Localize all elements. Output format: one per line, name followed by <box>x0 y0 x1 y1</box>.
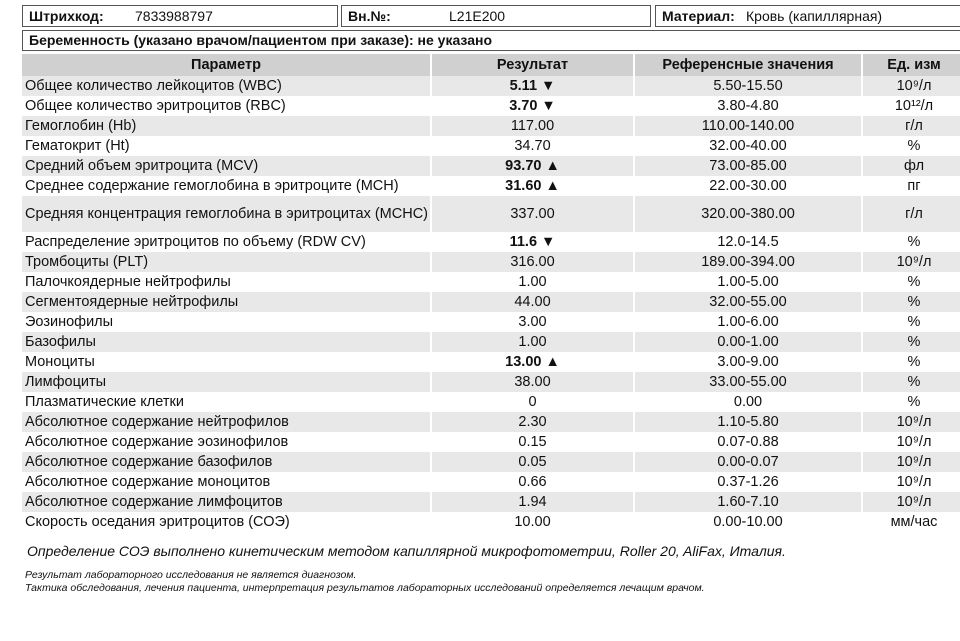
table-row <box>22 292 960 312</box>
parameter-cell: Распределение эритроцитов по объему (RDW CV) <box>22 232 432 252</box>
parameter-cell: Средняя концентрация гемоглобина в эритроцитах (MCHC) <box>22 196 432 232</box>
table-row <box>22 272 960 292</box>
esr-method-note: Определение СОЭ выполнено кинетическим методом капиллярной микрофотометрии, Roller 20, AliFax, Италия. <box>27 543 786 559</box>
unit-cell: мм/час <box>863 512 960 532</box>
unit-cell: % <box>863 332 960 352</box>
unit-cell: пг <box>863 176 960 196</box>
unit-cell: % <box>863 312 960 332</box>
unit-cell: % <box>863 232 960 252</box>
parameter-cell: Моноциты <box>22 352 432 372</box>
reference-cell: 33.00-55.00 <box>635 372 863 392</box>
result-cell: 2.30 <box>432 412 635 432</box>
internal-number-field <box>341 5 651 27</box>
reference-cell: 1.60-7.10 <box>635 492 863 512</box>
barcode-label: Штрихкод: <box>29 8 104 24</box>
column-header-reference: Референсные значения <box>635 54 863 76</box>
unit-cell: % <box>863 272 960 292</box>
column-header-result: Результат <box>432 54 635 76</box>
unit-cell: % <box>863 352 960 372</box>
table-row <box>22 116 960 136</box>
material-field <box>655 5 960 27</box>
results-table <box>22 54 960 532</box>
reference-cell: 0.00-1.00 <box>635 332 863 352</box>
table-row <box>22 432 960 452</box>
table-row <box>22 176 960 196</box>
result-cell: 93.70 ▲ <box>432 156 635 176</box>
result-cell: 44.00 <box>432 292 635 312</box>
reference-cell: 1.10-5.80 <box>635 412 863 432</box>
parameter-cell: Сегментоядерные нейтрофилы <box>22 292 432 312</box>
unit-cell: % <box>863 136 960 156</box>
column-header-unit: Ед. изм <box>863 54 960 76</box>
unit-cell: г/л <box>863 116 960 136</box>
parameter-cell: Общее количество эритроцитов (RBC) <box>22 96 432 116</box>
unit-cell: % <box>863 372 960 392</box>
table-row <box>22 156 960 176</box>
reference-cell: 110.00-140.00 <box>635 116 863 136</box>
unit-cell: 10¹²/л <box>863 96 960 116</box>
table-row <box>22 136 960 156</box>
result-cell: 13.00 ▲ <box>432 352 635 372</box>
parameter-cell: Абсолютное содержание моноцитов <box>22 472 432 492</box>
parameter-cell: Абсолютное содержание лимфоцитов <box>22 492 432 512</box>
parameter-cell: Гематокрит (Ht) <box>22 136 432 156</box>
disclaimer-line-1: Результат лабораторного исследования не является диагнозом. <box>25 569 357 581</box>
reference-cell: 12.0-14.5 <box>635 232 863 252</box>
result-cell: 0.66 <box>432 472 635 492</box>
table-row <box>22 312 960 332</box>
results-table-body <box>22 76 960 532</box>
result-cell: 38.00 <box>432 372 635 392</box>
unit-cell: 10⁹/л <box>863 412 960 432</box>
parameter-cell: Скорость оседания эритроцитов (СОЭ) <box>22 512 432 532</box>
table-row <box>22 472 960 492</box>
result-cell: 0 <box>432 392 635 412</box>
parameter-cell: Абсолютное содержание базофилов <box>22 452 432 472</box>
table-row <box>22 492 960 512</box>
table-row <box>22 76 960 96</box>
barcode-value: 7833988797 <box>135 8 213 24</box>
internal-number-label: Вн.№: <box>348 8 391 24</box>
table-row <box>22 452 960 472</box>
unit-cell: 10⁹/л <box>863 432 960 452</box>
table-row <box>22 372 960 392</box>
unit-cell: г/л <box>863 196 960 232</box>
reference-cell: 0.07-0.88 <box>635 432 863 452</box>
parameter-cell: Базофилы <box>22 332 432 352</box>
unit-cell: 10⁹/л <box>863 472 960 492</box>
unit-cell: % <box>863 292 960 312</box>
result-cell: 11.6 ▼ <box>432 232 635 252</box>
unit-cell: % <box>863 392 960 412</box>
unit-cell: 10⁹/л <box>863 76 960 96</box>
parameter-cell: Эозинофилы <box>22 312 432 332</box>
reference-cell: 0.00 <box>635 392 863 412</box>
result-cell: 31.60 ▲ <box>432 176 635 196</box>
reference-cell: 189.00-394.00 <box>635 252 863 272</box>
parameter-cell: Среднее содержание гемоглобина в эритроците (MCH) <box>22 176 432 196</box>
pregnancy-info: Беременность (указано врачом/пациентом при заказе): не указано <box>22 30 960 51</box>
unit-cell: 10⁹/л <box>863 252 960 272</box>
table-row <box>22 512 960 532</box>
column-header-parameter: Параметр <box>22 54 432 76</box>
material-label: Материал: <box>662 8 735 24</box>
reference-cell: 5.50-15.50 <box>635 76 863 96</box>
table-row <box>22 232 960 252</box>
table-row <box>22 252 960 272</box>
barcode-field <box>22 5 338 27</box>
reference-cell: 73.00-85.00 <box>635 156 863 176</box>
result-cell: 3.70 ▼ <box>432 96 635 116</box>
result-cell: 337.00 <box>432 196 635 232</box>
table-row <box>22 392 960 412</box>
reference-cell: 0.37-1.26 <box>635 472 863 492</box>
table-row <box>22 196 960 232</box>
internal-number-value: L21E200 <box>449 8 506 24</box>
material-value: Кровь (капиллярная) <box>746 8 883 24</box>
table-row <box>22 96 960 116</box>
reference-cell: 3.80-4.80 <box>635 96 863 116</box>
disclaimer-line-2: Тактика обследования, лечения пациента, интерпретация результатов лабораторных исследований определяется лечащим врачом. <box>25 582 705 594</box>
reference-cell: 1.00-5.00 <box>635 272 863 292</box>
table-row <box>22 332 960 352</box>
result-cell: 1.00 <box>432 332 635 352</box>
result-cell: 0.15 <box>432 432 635 452</box>
result-cell: 0.05 <box>432 452 635 472</box>
parameter-cell: Гемоглобин (Hb) <box>22 116 432 136</box>
table-row <box>22 412 960 432</box>
parameter-cell: Плазматические клетки <box>22 392 432 412</box>
reference-cell: 3.00-9.00 <box>635 352 863 372</box>
parameter-cell: Палочкоядерные нейтрофилы <box>22 272 432 292</box>
parameter-cell: Тромбоциты (PLT) <box>22 252 432 272</box>
reference-cell: 32.00-40.00 <box>635 136 863 156</box>
unit-cell: 10⁹/л <box>863 492 960 512</box>
table-row <box>22 352 960 372</box>
reference-cell: 0.00-0.07 <box>635 452 863 472</box>
unit-cell: 10⁹/л <box>863 452 960 472</box>
result-cell: 3.00 <box>432 312 635 332</box>
table-header-row <box>22 54 960 76</box>
result-cell: 1.94 <box>432 492 635 512</box>
result-cell: 10.00 <box>432 512 635 532</box>
reference-cell: 22.00-30.00 <box>635 176 863 196</box>
result-cell: 117.00 <box>432 116 635 136</box>
parameter-cell: Абсолютное содержание нейтрофилов <box>22 412 432 432</box>
reference-cell: 32.00-55.00 <box>635 292 863 312</box>
result-cell: 316.00 <box>432 252 635 272</box>
parameter-cell: Средний объем эритроцита (MCV) <box>22 156 432 176</box>
result-cell: 1.00 <box>432 272 635 292</box>
parameter-cell: Лимфоциты <box>22 372 432 392</box>
reference-cell: 320.00-380.00 <box>635 196 863 232</box>
reference-cell: 1.00-6.00 <box>635 312 863 332</box>
unit-cell: фл <box>863 156 960 176</box>
parameter-cell: Общее количество лейкоцитов (WBC) <box>22 76 432 96</box>
result-cell: 5.11 ▼ <box>432 76 635 96</box>
result-cell: 34.70 <box>432 136 635 156</box>
reference-cell: 0.00-10.00 <box>635 512 863 532</box>
parameter-cell: Абсолютное содержание эозинофилов <box>22 432 432 452</box>
